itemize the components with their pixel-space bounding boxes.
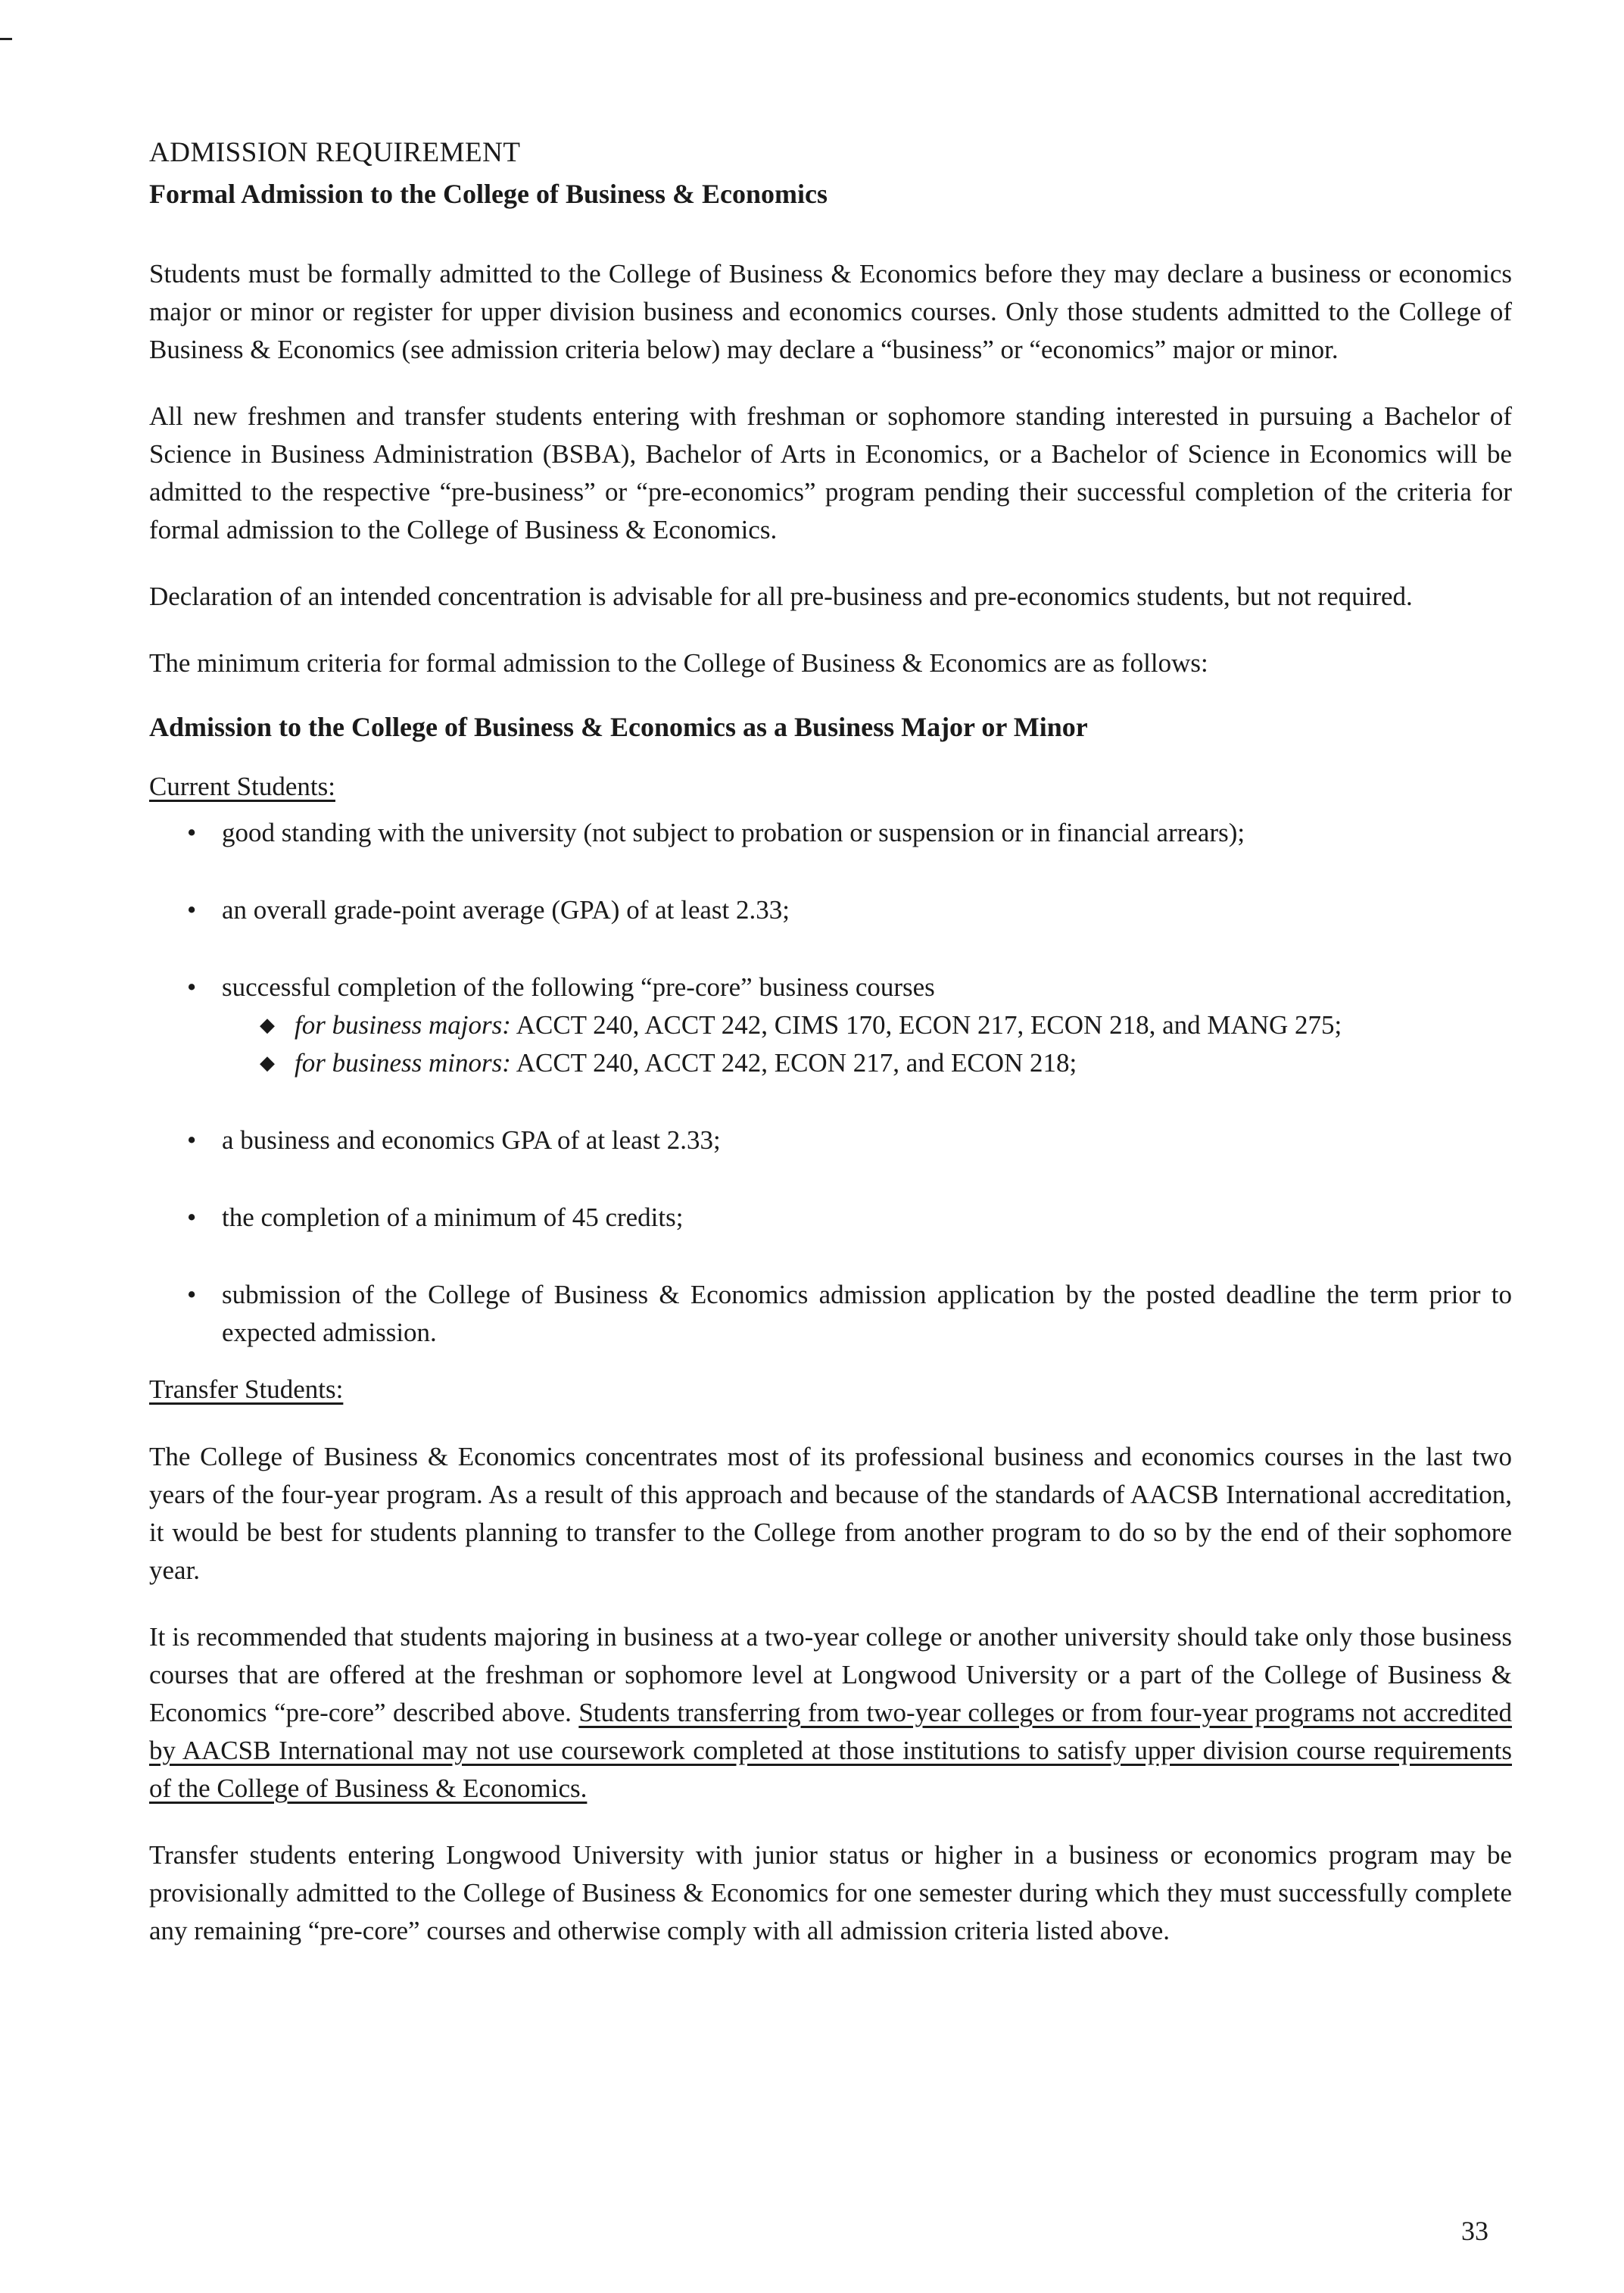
bullet-icon: • <box>187 1125 197 1155</box>
criteria-list <box>149 814 1512 1352</box>
bullet-icon: • <box>187 818 197 847</box>
transfer-paragraph-3: Transfer students entering Longwood University with junior status or higher in a business or economics program may be provisionally admitted to the College of Business & Economics for one semester during which they must successfully complete any remaining “pre-core” courses and otherwise comply with all admission criteria listed above. <box>149 1840 1512 1945</box>
criteria-text: successful completion of the following “pre-core” business courses <box>222 972 935 1002</box>
business-section-heading: Admission to the College of Business & Economics as a Business Major or Minor <box>149 712 1088 742</box>
criteria-text: an overall grade-point average (GPA) of at least 2.33; <box>222 895 790 925</box>
transfer-paragraph-2 <box>149 1618 1512 1808</box>
intro-paragraph-4: The minimum criteria for formal admission to the College of Business & Economics are as follows: <box>149 648 1208 678</box>
list-item <box>149 1199 1512 1237</box>
transfer-paragraph-1: The College of Business & Economics concentrates most of its professional business and economics courses in the last two years of the four-year program. As a result of this approach and because of the standards of AACSB International accreditation, it would be best for students planning to transfer to the College from another program to do so by the end of their sophomore year. <box>149 1442 1512 1585</box>
list-item <box>149 1276 1512 1352</box>
transfer-paragraph-2-plain: It is recommended that students majoring in business at a two-year college or another university should take only those business courses that are offered at the freshman or sophomore level at Longwood University or a part of the College of Business & Economics “pre-core” described above. <box>149 1622 1512 1727</box>
bullet-icon: • <box>187 1280 197 1309</box>
current-students-label: Current Students: <box>149 772 335 801</box>
page-subtitle: Formal Admission to the College of Business & Economics <box>149 179 828 209</box>
criteria-text: a business and economics GPA of at least 2.33; <box>222 1125 721 1155</box>
transfer-paragraph-2-underlined: Students transferring from two-year colleges or from four-year programs not accredited by AACSB International may not use coursework completed at those institutions to satisfy upper division course requirements of the College of Business & Economics. <box>149 1698 1512 1803</box>
list-item <box>149 1122 1512 1159</box>
sub-list-item-minors <box>222 1044 1512 1082</box>
criteria-text: the completion of a minimum of 45 credits; <box>222 1203 684 1232</box>
transfer-students-label: Transfer Students: <box>149 1374 344 1404</box>
intro-paragraph-1: Students must be formally admitted to the College of Business & Economics before they may declare a business or economics major or minor or register for upper division business and economics courses. Only those students admitted to the College of Business & Economics (see admission criteria below) may declare a “business” or “economics” major or minor. <box>149 259 1512 364</box>
bullet-icon: • <box>187 1203 197 1232</box>
page-number: 33 <box>1461 2216 1488 2246</box>
page-title: ADMISSION REQUIREMENT <box>149 137 521 168</box>
intro-paragraph-3: Declaration of an intended concentration is advisable for all pre-business and pre-economics students, but not required. <box>149 582 1413 611</box>
document-page <box>149 136 1512 1979</box>
majors-courses: ACCT 240, ACCT 242, CIMS 170, ECON 217, ECON 218, and MANG 275; <box>510 1010 1342 1040</box>
scan-edge-mark <box>0 38 12 40</box>
intro-paragraph-2: All new freshmen and transfer students entering with freshman or sophomore standing interested in pursuing a Bachelor of Science in Business Administration (BSBA), Bachelor of Arts in Economics, or a Bachelor of Science in Economics will be admitted to the respective “pre-business” or “pre-economics” program pending their successful completion of the criteria for formal admission to the College of Business & Economics. <box>149 401 1512 544</box>
pre-core-sublist <box>222 1006 1512 1082</box>
minors-courses: ACCT 240, ACCT 242, ECON 217, and ECON 218; <box>510 1048 1077 1078</box>
diamond-bullet-icon: ◆ <box>260 1014 275 1036</box>
criteria-text: submission of the College of Business & Economics admission application by the posted deadline the term prior to expected admission. <box>222 1280 1512 1347</box>
sub-list-item-majors <box>222 1006 1512 1044</box>
bullet-icon: • <box>187 972 197 1002</box>
list-item <box>149 814 1512 852</box>
list-item <box>149 891 1512 929</box>
diamond-bullet-icon: ◆ <box>260 1052 275 1074</box>
minors-label: for business minors: <box>295 1048 511 1078</box>
bullet-icon: • <box>187 895 197 925</box>
list-item <box>149 969 1512 1082</box>
criteria-text: good standing with the university (not subject to probation or suspension or in financial arrears); <box>222 818 1245 847</box>
majors-label: for business majors: <box>295 1010 511 1040</box>
